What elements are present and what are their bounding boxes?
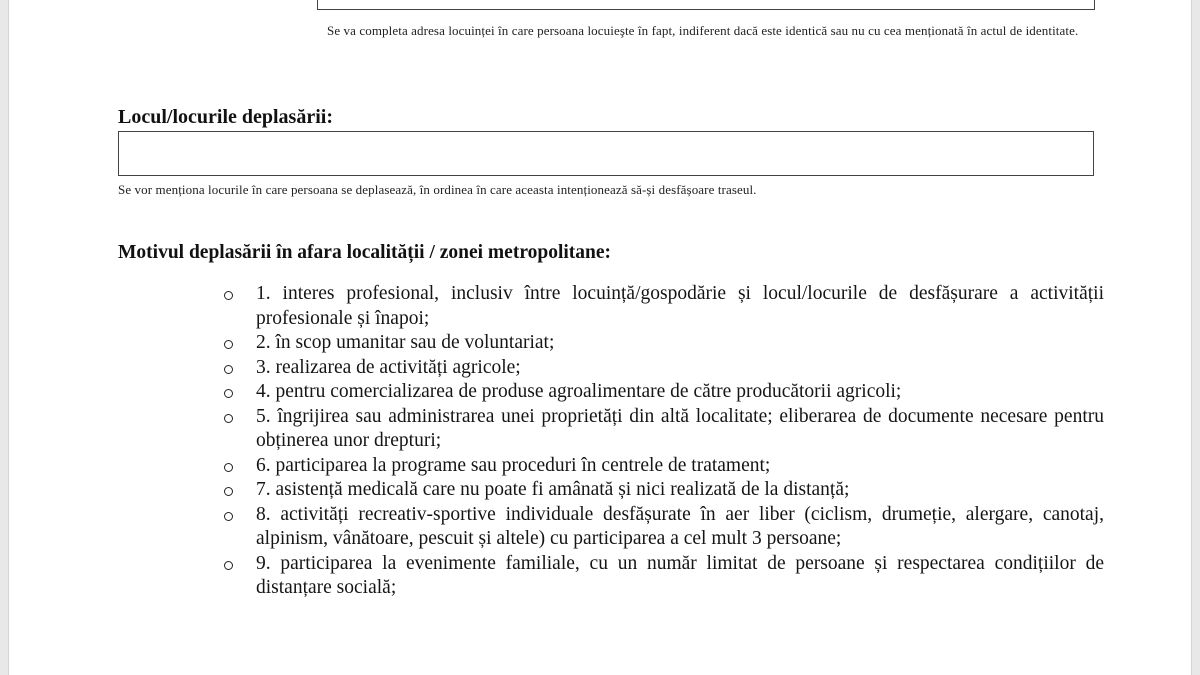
reason-option-label: 1. interes profesional, inclusiv între locuință/gospodărie și locul/locurile de desfășurare a activității profesionale și înapoi;: [256, 283, 1104, 329]
radio-circle-icon[interactable]: [224, 561, 233, 570]
radio-circle-icon[interactable]: [224, 487, 233, 496]
radio-circle-icon[interactable]: [224, 291, 233, 300]
locations-note: Se vor menționa locurile în care persoana se deplasează, în ordinea în care aceasta intenționează să-și desfășoare traseul.: [118, 182, 757, 197]
reason-option-label: 9. participarea la evenimente familiale, cu un număr limitat de persoane și respectarea condițiilor de distanțare socială;: [256, 552, 1104, 598]
address-field[interactable]: [317, 0, 1095, 10]
reason-option-label: 5. îngrijirea sau administrarea unei proprietăți din altă localitate; eliberarea de documente necesare pentru obținerea unor drepturi;: [256, 405, 1104, 451]
radio-circle-icon[interactable]: [224, 365, 233, 374]
address-note: Se va completa adresa locuinței în care persoana locuieşte în fapt, indiferent dacă este identică sau nu cu cea menționată în actul de identitate.: [327, 23, 1079, 38]
document-page: [9, 0, 1191, 675]
radio-circle-icon[interactable]: [224, 414, 233, 423]
page-margin-left: [0, 0, 9, 675]
reason-option-label: 7. asistență medicală care nu poate fi amânată și nici realizată de la distanță;: [256, 479, 850, 500]
reason-heading: Motivul deplasării în afara localității / zonei metropolitane:: [118, 242, 612, 263]
reason-option-label: 4. pentru comercializarea de produse agroalimentare de către producătorii agricoli;: [256, 381, 902, 402]
radio-circle-icon[interactable]: [224, 389, 233, 398]
reason-options-list: [224, 282, 1104, 601]
reason-option-1[interactable]: [224, 282, 1104, 331]
reason-option-8[interactable]: [224, 503, 1104, 552]
radio-circle-icon[interactable]: [224, 463, 233, 472]
page-margin-right: [1191, 0, 1200, 675]
reason-option-5[interactable]: [224, 405, 1104, 454]
reason-option-label: 6. participarea la programe sau proceduri în centrele de tratament;: [256, 454, 771, 476]
reason-option-2[interactable]: [224, 331, 1104, 356]
reason-option-7[interactable]: [224, 478, 1104, 503]
reason-option-4[interactable]: [224, 380, 1104, 405]
radio-circle-icon[interactable]: [224, 512, 233, 521]
reason-option-6[interactable]: [224, 454, 1104, 479]
radio-circle-icon[interactable]: [224, 340, 233, 349]
reason-option-label: 2. în scop umanitar sau de voluntariat;: [256, 332, 555, 353]
reason-option-3[interactable]: [224, 356, 1104, 381]
locations-heading: Locul/locurile deplasării:: [118, 106, 333, 128]
reason-option-label: 3. realizarea de activități agricole;: [256, 356, 521, 378]
reason-option-label: 8. activități recreativ-sportive individuale desfășurate în aer liber (ciclism, drumeție, alergare, canotaj, alpinism, vânătoare, pescuit și altele) cu participarea a cel mult 3 persoane;: [256, 503, 1104, 549]
locations-field[interactable]: [118, 131, 1094, 176]
reason-option-9[interactable]: [224, 552, 1104, 601]
